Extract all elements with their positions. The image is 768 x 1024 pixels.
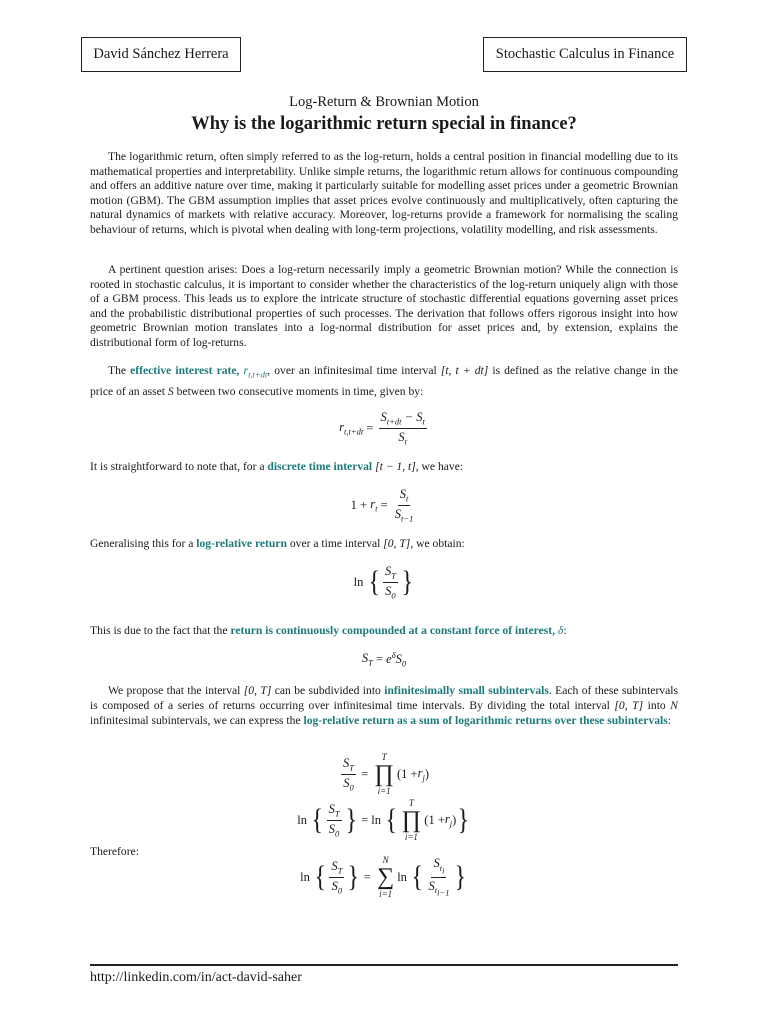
equation-log-product: ln { $\frac{S_T}{S_0}$ } = ln { T ∏ i=1 (1 + $r_j$ ) } — [297, 798, 470, 842]
term-effective-interest-rate: effective interest rate, — [130, 364, 240, 377]
paragraph-subintervals: We propose that the interval [0, T] can be subdivided into infinitesimally small subintervals. Each of these subintervals is composed of a series of returns occurring over infinitesimal time intervals. By dividing the total interval [0, T] into N infinitesimal subintervals, we can express the log-relative return as a sum of logarithmic returns over these subintervals: — [90, 684, 678, 727]
term-sum-of-log-returns: log-relative return as a sum of logarithmic returns over these subintervals — [303, 713, 668, 727]
term-log-relative-return: log-relative return — [196, 537, 287, 550]
term-infinitesimal-subintervals: infinitesimally small subintervals — [384, 684, 549, 697]
course-box — [483, 37, 687, 72]
equation-effective-rate: $r_{t,t+dt}$ = $\frac{S_{t+dt} - S_t}{S_t}$ — [339, 410, 425, 446]
paragraph-effective-rate: The effective interest rate, $r_{t,t+dt}$, over an infinitesimal time interval [t, t + dt] is defined as the relative change in the price of an asset S between two consecutive moments in time, given by: — [90, 364, 679, 399]
term-continuous-compounding: return is continuously compounded at a constant force of interest, — [230, 624, 556, 637]
equation-sum: ln { $\frac{S_T}{S_0}$ } = N ∑ i=1 ln { $\frac{S_{t_i}}{S_{t_{i-1}}}$ } — [300, 855, 467, 899]
author-box — [81, 37, 241, 72]
paragraph-intro: The logarithmic return, often simply referred to as the log-return, holds a central position in financial modelling due to its mathematical properties and interpretability. Unlike simple returns, the logarithmic return allows for continuous compounding and offers an additive nature over time, making it particularly suitable for modelling asset prices under a geometric Brownian motion (GBM). The GBM assumption implies that asset prices evolve continuously and multiplicatively, often capturing the natural dynamics of markets with relative accuracy. Moreover, log-returns provide a framework for normalising the scaling behaviour of returns, which is pivotal when dealing with long-term projections, volatility modelling, and risk assessments. — [90, 150, 678, 236]
footer-divider — [90, 964, 678, 966]
equation-log-ratio: ln { $\frac{S_T}{S_0}$ } — [353, 564, 413, 600]
course-name: Stochastic Calculus in Finance — [495, 46, 675, 62]
equation-discrete: 1 + $r_t$ = $\frac{S_t}{S_{t-1}}$ — [350, 487, 414, 523]
page-title: Why is the logarithmic return special in finance? — [191, 114, 577, 134]
equation-continuous: $S_T$ = $e^\delta S_0$ — [361, 650, 407, 669]
paragraph-therefore: Therefore: — [90, 845, 139, 858]
paragraph-log-relative: Generalising this for a log-relative return over a time interval [0, T], we obtain: — [90, 537, 465, 550]
author-name: David Sánchez Herrera — [93, 46, 229, 62]
subtitle: Log-Return & Brownian Motion — [289, 94, 479, 110]
term-discrete-time-interval: discrete time interval — [267, 460, 373, 473]
paragraph-question: A pertinent question arises: Does a log-return necessarily imply a geometric Brownian motion? While the connection is rooted in stochastic calculus, it is important to consider whether the characteristics of the log-return uniquely align with those of a GBM process. This leads us to explore the intricate structure of stochastic differential equations governing asset prices and the probabilistic distributional properties of such processes. The derivation that follows offers rigorous insight into how geometric Brownian motion translates into a log-normal distribution for asset prices and, by extension, explains the distributional form of log-returns. — [90, 263, 678, 349]
paragraph-continuous: This is due to the fact that the return is continuously compounded at a constant force of interest, δ: — [90, 624, 567, 637]
equation-product: $\frac{S_T}{S_0}$ = T ∏ i=1 (1 + $r_j$ ) — [342, 752, 430, 796]
footer-link[interactable]: http://linkedin.com/in/act-david-saher — [90, 970, 302, 985]
paragraph-discrete: It is straightforward to note that, for a discrete time interval [t − 1, t], we have: — [90, 460, 464, 473]
